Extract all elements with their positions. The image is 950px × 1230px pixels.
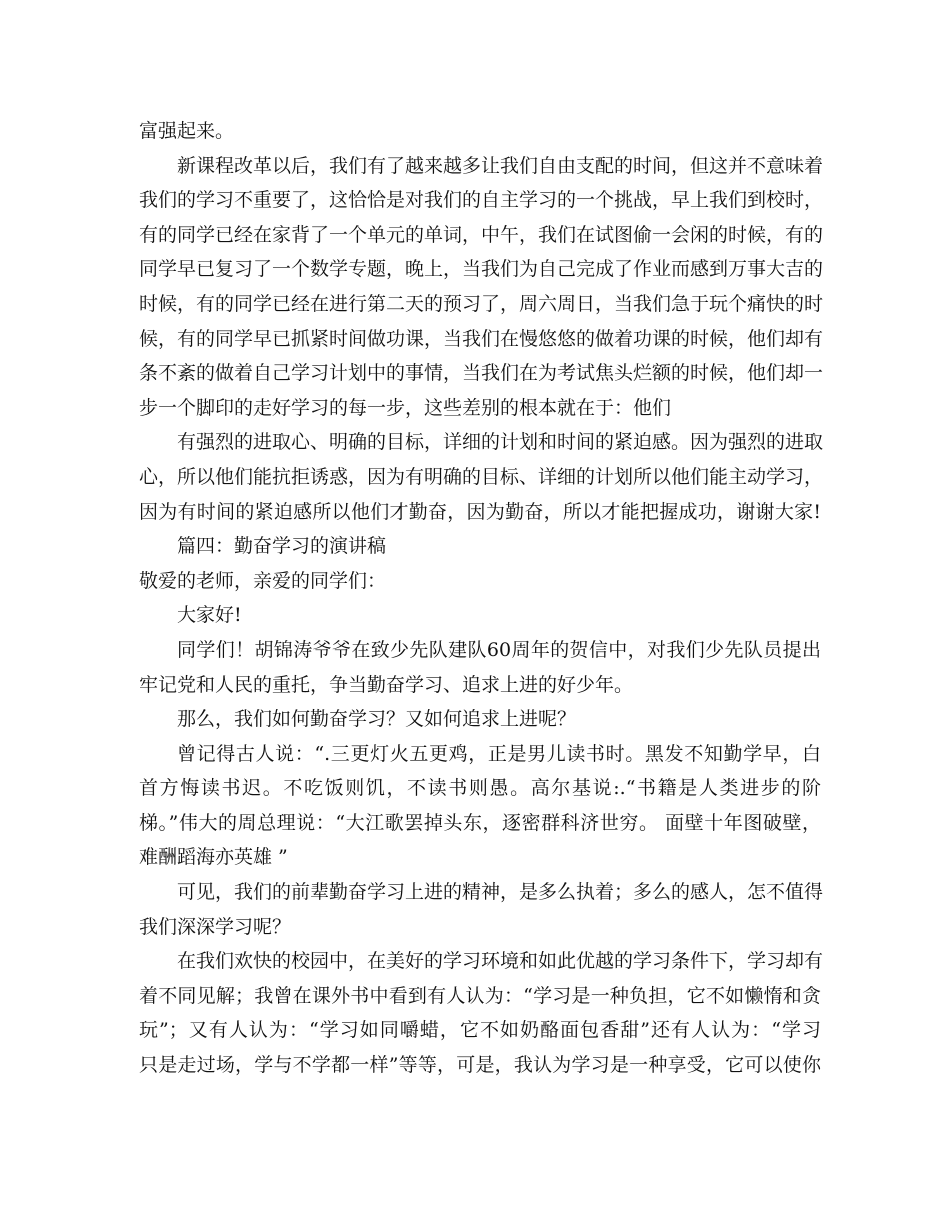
- text-line: 条不紊的做着自己学习计划中的事情，当我们在为考试焦头烂额的时候，他们却一: [139, 362, 824, 385]
- text-line: 同学早已复习了一个数学专题，晚上，当我们为自己完成了作业而感到万事大吉的: [139, 258, 824, 281]
- text-line: 着不同见解；我曾在课外书中看到有人认为：“学习是一种负担，它不如懒惰和贪: [139, 984, 821, 1007]
- text-line: 有强烈的进取心、明确的目标，详细的计划和时间的紧迫感。因为强烈的进取: [177, 431, 824, 454]
- document-body: [139, 114, 824, 1083]
- text-line: 心，所以他们能抗拒诱惑，因为有明确的目标、详细的计划所以他们能主动学习，: [139, 465, 824, 488]
- salutation: 敬爱的老师，亲爱的同学们：: [139, 569, 387, 592]
- text-line: 难酬蹈海亦英雄 ”: [139, 846, 288, 869]
- text-line: 牢记党和人民的重托，争当勤奋学习、追求上进的好少年。: [139, 673, 634, 696]
- text-line: 同学们！胡锦涛爷爷在致少先队建队60周年的贺信中，对我们少先队员提出: [177, 638, 821, 661]
- text-line: 首方悔读书迟。不吃饭则饥，不读书则愚。高尔基说:.“书籍是人类进步的阶: [139, 777, 821, 800]
- text-line: 我们深深学习呢？: [139, 915, 292, 938]
- text-line: 玩”；又有人认为：“学习如同嚼蜡，它不如奶酪面包香甜”还有人认为：“学习: [139, 1019, 821, 1042]
- text-line: 梯。”伟大的周总理说：“大江歌罢掉头东，逐密群科济世穷。 面壁十年图破壁，: [139, 811, 821, 834]
- text-line: 有的同学已经在家背了一个单元的单词，中午，我们在试图偷一会闲的时候，有的: [139, 223, 824, 246]
- text-line: 我们的学习不重要了，这恰恰是对我们的自主学习的一个挑战，早上我们到校时，: [139, 189, 824, 212]
- text-line: 步一个脚印的走好学习的每一步，这些差别的根本就在于：他们: [139, 396, 672, 419]
- greeting: 大家好!: [177, 604, 242, 627]
- text-line: 只是走过场，学与不学都一样”等等，可是，我认为学习是一种享受，它可以使你: [139, 1054, 821, 1077]
- text-line: 时候，有的同学已经在进行第二天的预习了，周六周日，当我们急于玩个痛快的时: [139, 292, 824, 315]
- text-line: 因为有时间的紧迫感所以他们才勤奋，因为勤奋，所以才能把握成功，谢谢大家!: [139, 500, 821, 523]
- text-line: 富强起来。: [139, 120, 235, 142]
- section-heading: 篇四：勤奋学习的演讲稿: [177, 535, 387, 558]
- text-line: 在我们欢快的校园中，在美好的学习环境和如此优越的学习条件下，学习却有: [177, 950, 824, 973]
- text-line: 候，有的同学早已抓紧时间做功课，当我们在慢悠悠的做着功课的时候，他们却有: [139, 327, 824, 350]
- text-line: 新课程改革以后，我们有了越来越多让我们自由支配的时间，但这并不意味着: [177, 154, 824, 177]
- text-line: 可见，我们的前辈勤奋学习上进的精神，是多么执着；多么的感人，怎不值得: [177, 881, 824, 904]
- text-line: 那么，我们如何勤奋学习？又如何追求上进呢？: [177, 708, 577, 731]
- text-line: 曾记得古人说：“.三更灯火五更鸡，正是男儿读书时。黑发不知勤学早，白: [177, 742, 821, 765]
